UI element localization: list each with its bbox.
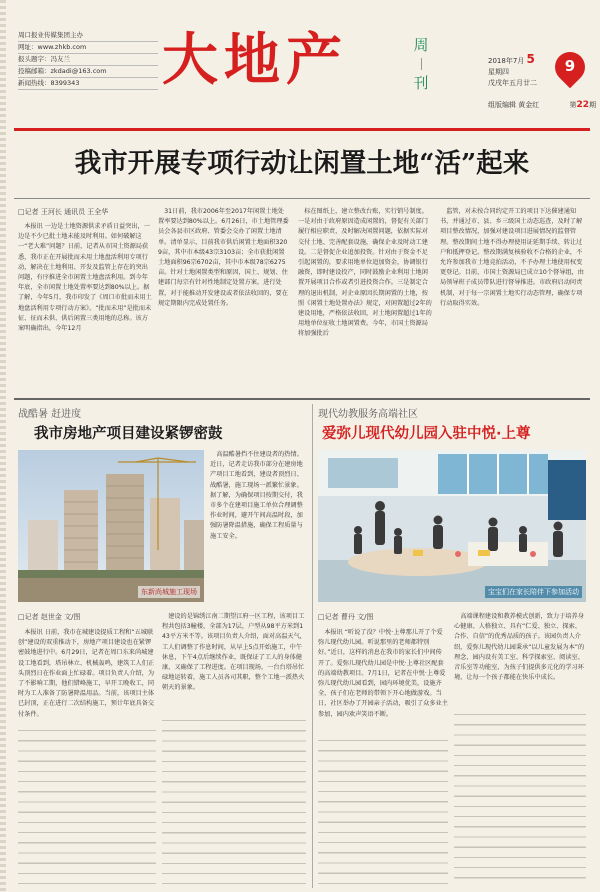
issue-prefix: 第 [569,101,577,109]
info-line: 投稿邮箱：zkdadi@163.com [18,66,158,78]
page-number-badge [555,52,585,88]
left-column-bottom-1: 本报讯 日前，我市在城建设提质工程和“五城联创”建设的双重推动下，房地产项目建设也在紧锣密鼓地进行中。6月29日，记者在周口东来尚城建设工地看到，塔吊林立、机械轰鸣，建筑工人们正头顶烈日在作业面上忙碌着。项目负责人介绍，为了不影响工期，他们错峰施工，早开工晚收工，同时为工人准备了防暑降温用品。当前，该项目主体已封顶，正在进行二次结构施工，预计年底具备交付条件。 [18,629,155,718]
lead-column-3: 标在图纸上，建立整改台账，实行销号制度。一是对由于政府原因造成闲置的，督促有关部门履行相应职责，及时解决闲置问题，依据实际对交付土地、完善配套设施，确保企业及时动工建设。二是督促企业追加投资。针对由于资金不足引起闲置的，要求用地单位追加资金，协调银行融资，即时建设投产，同时鼓励企业利用土地闲置开展项目合作或者引进投资合作。三是制定合理的退出机制，对企业原因长期闲置的土地，按照《闲置土地处置办法》规定，对闲置超过2年的建设用地，严格依法收回，对土地闲置超过1年的用地单位征收土地闲置费。今年，市国土资源局将加强批后 [298,208,432,338]
right-column-1: 本报讯 “听说了没？中悦·上尊那儿开了个爱弥儿现代幼儿园。听说那里的老师都特别好。”近日，这样的消息在我市的家长们中间传开了。爱弥儿现代幼儿园是中悦·上尊社区配套的高端幼教项目。7月1日，记者在中悦·上尊爱弥儿现代幼儿园看到，园内环境优美，设施齐全，孩子们在老师的带领下开心地做游戏。当日，社区举办了开园亲子活动，吸引了众多业主参加，园内欢声笑语不断。 [318,629,448,718]
publication-info [18,30,158,90]
date-year: 2018年7月 [488,57,525,65]
lead-column-2: 31日前，我市2006年至2017年闲置土地处置率要达到80%以上。6月26日，市土地管理委员会各县市区政府、管委会交办了闲置土地清单。清单显示，目前我市供后闲置土地面积3209亩，其中市本级43宗3103亩；全市获批闲置土地面积96宗6702亩，其中市本级78宗6275亩。针对土地闲置类型和原因，国土、规划、住建部门每宗有针对性地制定处置方案，进行处置，对于能推动开发建设或者依法收回的，要在规定期限内完成处置任务。 [158,208,289,307]
kindergarten-illustration [318,450,586,602]
info-line: 报头题字：冯友兰 [18,54,158,66]
info-line: 周口报业传媒集团主办 [18,30,158,42]
section-divider [14,398,590,400]
issue-number [569,100,596,110]
right-kicker: 现代幼教服务高端社区 [318,409,418,420]
issue-num: 22 [576,100,589,110]
column-divider [312,404,313,888]
left-text-filler [162,720,306,884]
left-photo-caption: 东新尚城施工现场 [138,586,200,598]
issue-suffix: 期 [589,101,596,109]
construction-photo [18,450,204,602]
right-column-2: 高端课程建设和教养模式创新，致力于培养身心健康、人格独立、具有“仁爱、独立、探索、合作、自信”的优秀品质的孩子。该园负责人介绍，爱弥儿现代幼儿园秉承“以儿童发展为本”的理念，园内设有美工室、科学探索室、阅读室、音乐室等功能室，为孩子们提供多元化的学习环境，让每一个孩子都能在快乐中成长。 [454,613,585,682]
right-text-filler [454,714,586,884]
zhoukan-char: 周 [413,36,429,54]
info-line: 网址：www.zhkb.com [18,42,158,54]
zhoukan-divider [421,58,422,70]
right-text-filler [318,740,448,884]
brand-title: 大地产 [162,27,348,93]
left-text-filler [18,730,156,884]
left-column-bottom-2: 建设的是锦绣江南二期望江府一区工程，该项目工程共包括3幢楼，全部为17层，户型从98平方米到143平方米不等。该项目负责人介绍，面对高温天气，工人们调整了作息时间，从早上5点开始施工，中午休息，下午4点后继续作业，既保证了工人的身体健康，又确保了工程进度。在项目现场，一台台塔吊忙碌地运转着，施工人员各司其职，整个工地一派热火朝天的景象。 [162,613,306,692]
date-line [488,54,537,67]
left-byline: □记者 赵世金 文/图 [18,613,81,621]
right-headline: 爱弥儿现代幼儿园入驻中悦·上尊 [322,426,531,442]
badge-number: 9 [564,57,576,75]
zhoukan-label [412,34,430,94]
lead-column-1: 本报讯 一边是土地资源供求矛盾日益突出，一边是不少已批土地未能及时利用。如何破解这一“老大难”问题？日前，记者从市国土资源局获悉，我市正在开展批而未用土地盘活利用专项行动，解决在土地利用、开发及监管上存在的突出问题，有序推进全市闲置土地盘活利用。到今年年底，全市闲置土地处置率要达到80%以上。据了解，今年5月，我市印发了《周口市批而未用土地盘活利用专项行动方案》。“批而未用”是批而未征、征而未供、供后闲置三类用地的总称。该方案明确指出，今年12月 [18,223,152,333]
lead-byline: □记者 王河长 通讯员 王全华 [18,208,109,216]
right-byline: □记者 曹丹 文/图 [318,613,374,621]
lead-headline: 我市开展专项行动让闲置土地“活”起来 [74,148,530,179]
layout-editor: 组版编辑 黄金红 [488,101,540,109]
lunar-date: 戊戌年五月廿二 [488,79,537,87]
right-photo-caption: 宝宝们在家长陪伴下参加活动 [485,586,582,598]
kindergarten-photo [318,450,586,602]
edition-line [488,100,596,110]
info-line: 新闻热线：8399343 [18,78,158,90]
zhoukan-char: 刊 [413,74,429,92]
headline-rule [14,198,590,199]
construction-illustration [18,450,204,602]
left-headline: 我市房地产项目建设紧锣密鼓 [34,426,223,442]
lead-column-4: 监管，对未按合同约定开工的项目下达催建通知书，并通过市、县、乡三级国土动态巡查，及时了解项目整改情况，加强对建设项目进展情况的监督管理。整改期间土地不得办理使用证延期手续、转让过户和抵押登记。整改期满复核验收不合格的企业，不允许参加我市土地竞拍活动，不予办理土地使用权变更登记。目前，市国土资源局已成立10个督导组，由局领导班子成员带队进行督导推进。市政府启动问责机制，对于每一宗闲置土地实行动态管理，确保专项行动取得实效。 [440,208,584,307]
masthead-divider [14,128,590,131]
left-column-right: 高温酷暑挡不住建设者的热情。近日，记者走访我市部分在建房地产项目工地看到，建设者顶烈日、战酷暑，施工现场一派繁忙景象。据了解，为确保项目按期交付，我市多个在建项目施工单位合理调整作业时间，避开午间高温时段，加强防暑降温措施，确保工程质量与施工安全。 [210,451,303,540]
left-kicker: 战酷暑 赶进度 [18,409,82,420]
date-day: 5 [526,52,535,66]
weekday: 星期四 [488,68,509,76]
page-edge [0,0,6,892]
masthead [10,8,594,126]
issue-date [488,54,537,89]
